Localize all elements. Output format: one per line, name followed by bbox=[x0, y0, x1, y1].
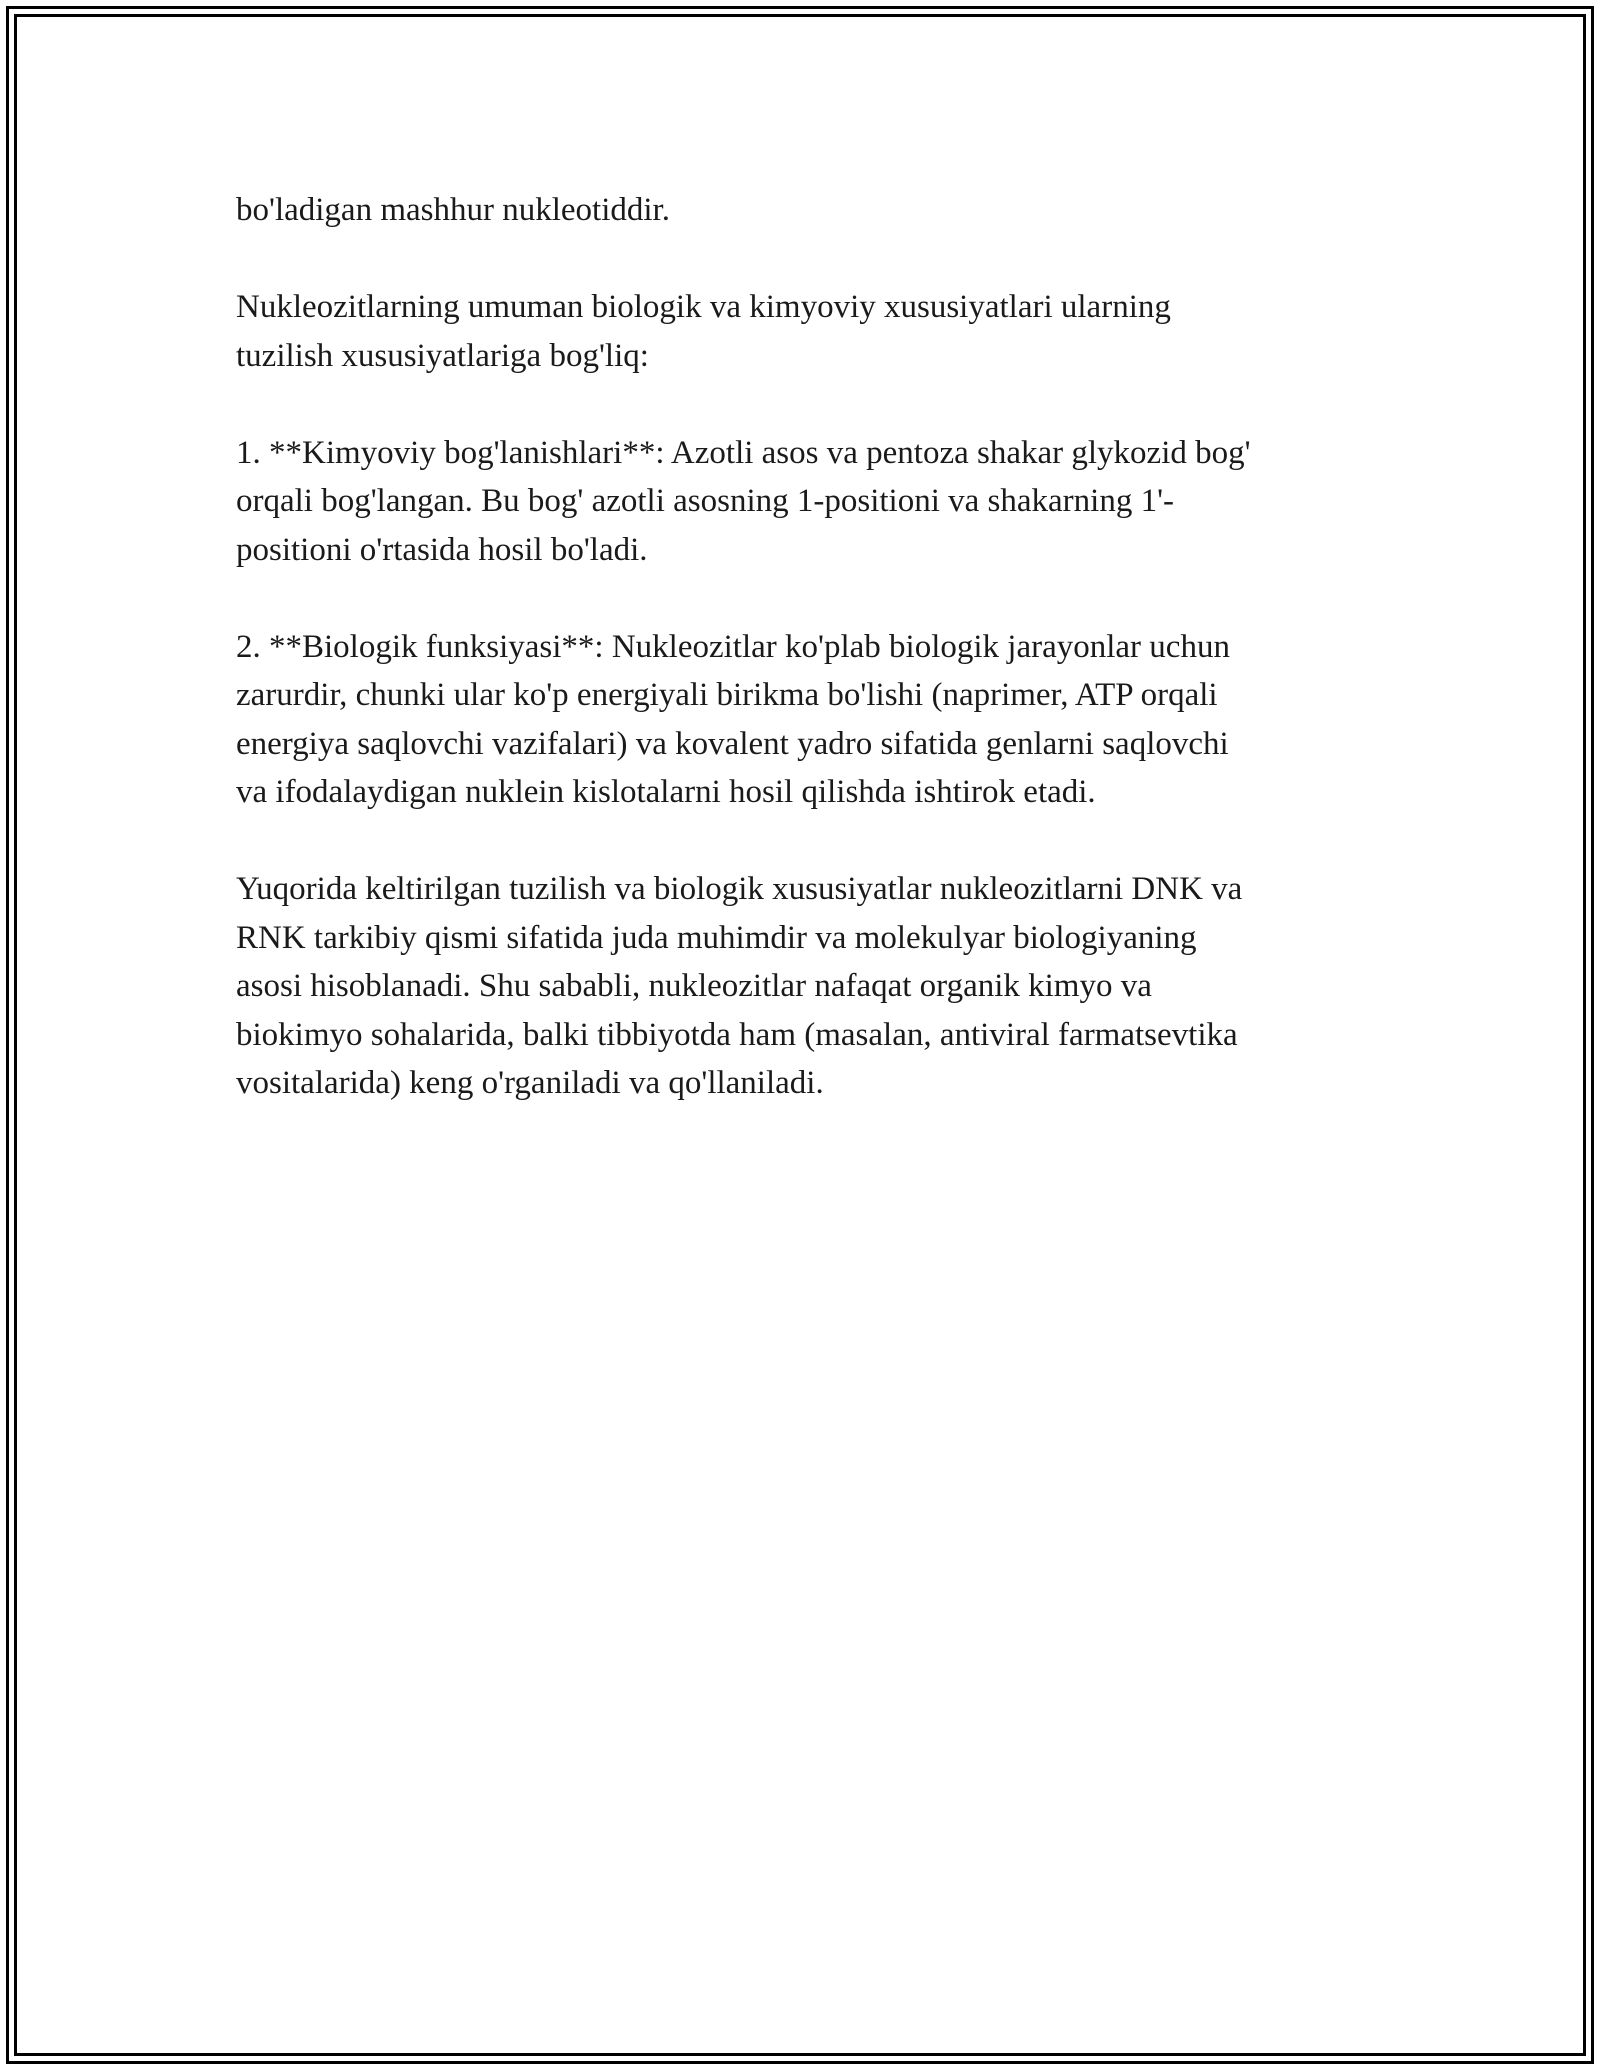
document-body bbox=[236, 186, 1376, 1156]
paragraph-intro: Nukleozitlarning umuman biologik va kimyoviy xususiyatlari ularning tuzilish xususiyatlariga bog'liq: bbox=[236, 289, 1171, 374]
paragraph-chemical-bonds: 1. **Kimyoviy bog'lanishlari**: Azotli asos va pentoza shakar glykozid bog' orqali bog'langan. Bu bog' azotli asosning 1-positioni va shakarning 1'- positioni o'rtasida hosil bo'ladi. bbox=[236, 434, 1251, 568]
paragraph-conclusion: Yuqorida keltirilgan tuzilish va biologik xususiyatlar nukleozitlarni DNK va RNK tarkibiy qismi sifatida juda muhimdir va molekulyar biologiyaning asosi hisoblanadi. Shu sababli, nukleozitlar nafaqat organik kimyo va biokimyo sohalarida, balki tibbiyotda ham (masalan, antiviral farmatsevtika vositalarida) keng o'rganiladi va qo'llaniladi. bbox=[236, 871, 1243, 1101]
paragraph-biological-function: 2. **Biologik funksiyasi**: Nukleozitlar ko'plab biologik jarayonlar uchun zarurdir, chunki ular ko'p energiyali birikma bo'lishi (naprimer, ATP orqali energiya saqlovchi vazifalari) va kovalent yadro sifatida genlarni saqlovchi va ifodalaydigan nuklein kislotalarni hosil qilishda ishtirok etadi. bbox=[236, 628, 1230, 810]
paragraph-continuation: bo'ladigan mashhur nukleotiddir. bbox=[236, 192, 670, 228]
